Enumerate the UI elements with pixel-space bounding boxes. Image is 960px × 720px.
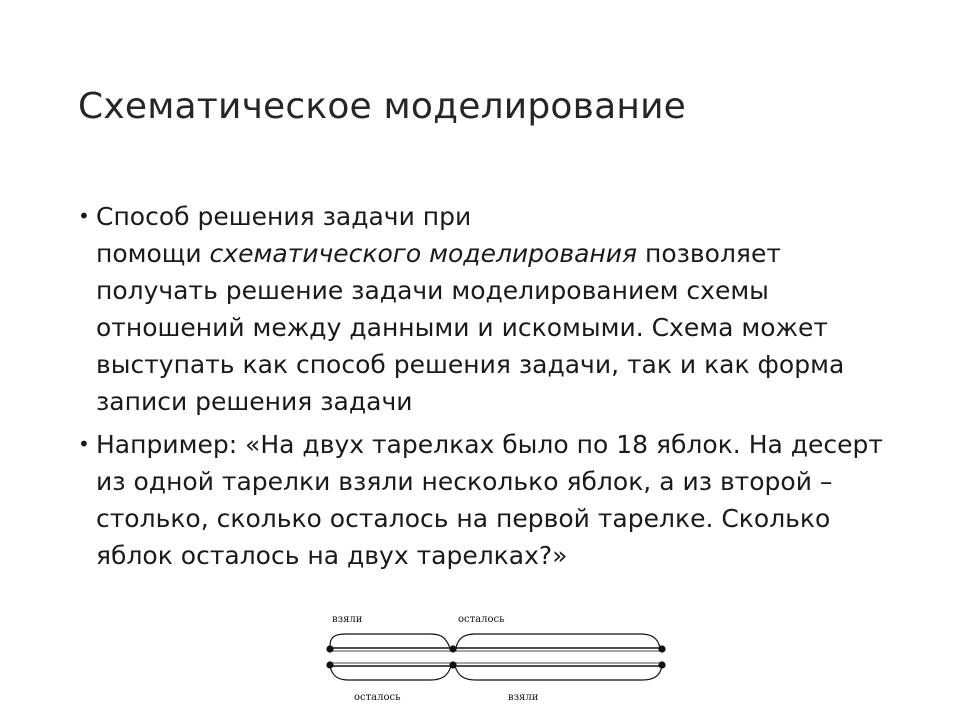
diagram-brace-top-right — [456, 634, 660, 648]
bullet-item-definition — [78, 198, 898, 420]
bullet-definition-emphasis: схематического моделирования — [209, 239, 638, 268]
plates-schema-diagram — [318, 608, 678, 720]
bullet-definition-line1: Способ решения задачи при — [96, 202, 472, 231]
bullet-definition-line2-after: позволяет — [637, 239, 781, 268]
diagram-label-bottom-right: взяли — [508, 692, 539, 703]
diagram-brace-top-left — [330, 634, 450, 648]
bullet-dot-icon: • — [78, 204, 90, 228]
bullet-dot-icon: • — [78, 432, 90, 456]
diagram-label-top-left: взяли — [332, 614, 363, 625]
slide-title: Схематическое моделирование — [78, 86, 687, 127]
diagram-label-top-right: осталось — [458, 614, 505, 625]
bullet-definition-rest: получать решение задачи моделированием схемы отношений между данными и искомыми. Схема может выступать как способ решения задачи, так и как форма записи решения задачи — [96, 276, 845, 416]
diagram-point — [449, 645, 456, 652]
bullet-item-example — [78, 426, 898, 574]
diagram-point — [658, 645, 665, 652]
bullet-example-text: Например: «На двух тарелках было по 18 яблок. На десерт из одной тарелки взяли несколько яблок, а из второй – столько, сколько осталось на первой тарелке. Сколько яблок осталось на двух тарелках?» — [96, 430, 883, 570]
bullet-definition-line2-before: помощи — [96, 239, 210, 268]
diagram-brace-bottom-right — [455, 666, 662, 680]
diagram-brace-bottom-left — [330, 666, 451, 680]
bullet-list — [78, 198, 898, 574]
diagram-label-bottom-left: осталось — [354, 692, 401, 703]
diagram-point — [326, 645, 333, 652]
